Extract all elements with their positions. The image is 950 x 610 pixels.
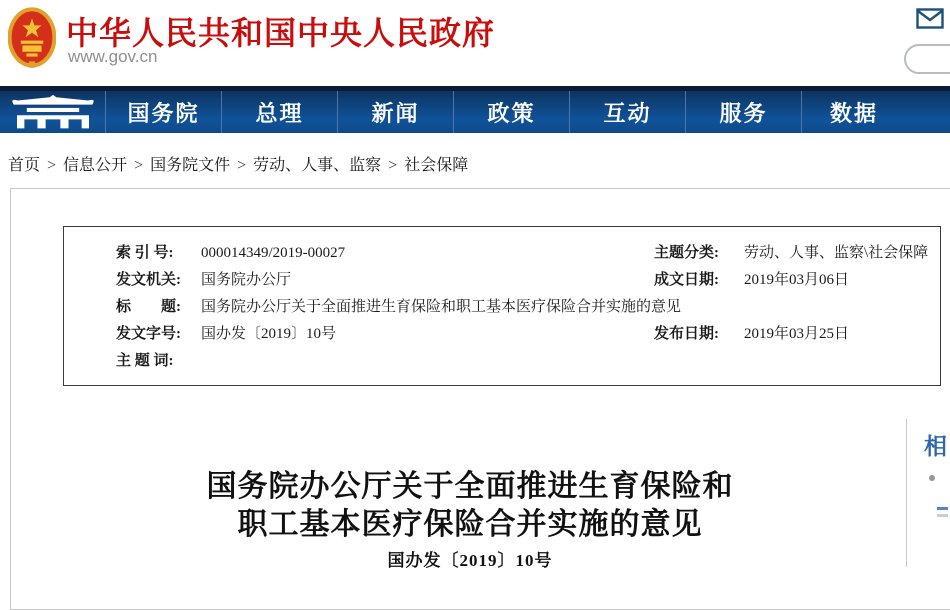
nav-item-guowuyuan[interactable]: 国务院: [105, 91, 221, 133]
breadcrumb-separator: >: [388, 157, 398, 174]
meta-value-written-date: 2019年03月06日: [744, 272, 850, 288]
meta-label-publish-date: 发布日期:: [654, 326, 719, 342]
nav-item-shuju[interactable]: 数据: [801, 91, 950, 133]
nav-item-xinwen[interactable]: 新闻: [337, 91, 453, 133]
meta-label-issuer: 发文机关:: [116, 272, 181, 288]
meta-label-topic-class: 主题分类:: [654, 245, 719, 261]
article-doc-number: 国办发〔2019〕10号: [387, 551, 553, 570]
search-input[interactable]: [904, 44, 950, 74]
nav-item-hudong[interactable]: 互动: [569, 91, 685, 133]
nav-home-button[interactable]: [0, 91, 105, 133]
meta-row-keywords: [64, 348, 940, 375]
breadcrumb-laodong-renshi-jiancha[interactable]: 劳动、人事、监察: [253, 157, 382, 174]
breadcrumb-separator: >: [237, 157, 247, 174]
breadcrumb-guowuyuan-wenjian[interactable]: 国务院文件: [150, 157, 231, 174]
nav-item-zongli[interactable]: 总理: [221, 91, 337, 133]
nav-item-fuwu[interactable]: 服务: [685, 91, 801, 133]
meta-label-written-date: 成文日期:: [654, 272, 719, 288]
meta-label-title: 标 题:: [116, 299, 181, 315]
meta-label-keywords: 主 题 词:: [116, 353, 174, 369]
meta-label-index-no: 索 引 号:: [116, 245, 174, 261]
mail-envelope-icon[interactable]: [916, 8, 944, 29]
breadcrumb-home[interactable]: 首页: [8, 157, 41, 174]
sidebar-divider: [906, 419, 907, 567]
nav-item-zhengce[interactable]: 政策: [453, 91, 569, 133]
related-link-cutoff[interactable]: [937, 507, 949, 521]
meta-value-topic-class: 劳动、人事、监察\社会保障: [744, 245, 929, 261]
related-list-bullet-icon: [929, 475, 935, 481]
meta-row-doc-number: [64, 321, 940, 348]
article-title-line2: 职工基本医疗保险合并实施的意见: [237, 508, 703, 541]
breadcrumb-separator: >: [134, 157, 144, 174]
breadcrumb: [8, 152, 468, 175]
meta-row-title: [64, 294, 940, 321]
related-section-title: 相: [924, 434, 947, 459]
tiananmen-gate-icon: [1, 94, 105, 130]
main-nav: [0, 86, 950, 133]
meta-value-index-no: 000014349/2019-00027: [201, 245, 346, 261]
site-header: [0, 0, 950, 86]
meta-value-publish-date: 2019年03月25日: [744, 326, 850, 342]
meta-label-doc-number: 发文字号:: [116, 326, 181, 342]
meta-value-title: 国务院办公厅关于全面推进生育保险和职工基本医疗保险合并实施的意见: [201, 299, 682, 315]
meta-value-doc-number: 国办发〔2019〕10号: [201, 326, 337, 342]
article-title: [10, 468, 930, 544]
meta-row-issuer: [64, 267, 940, 294]
site-title: 中华人民共和国中央人民政府: [66, 15, 496, 51]
document-meta-table: [63, 226, 941, 386]
breadcrumb-separator: >: [47, 157, 57, 174]
site-url: www.gov.cn: [68, 47, 158, 66]
meta-row-index: [64, 240, 940, 267]
breadcrumb-shehuibaozhang[interactable]: 社会保障: [404, 157, 469, 174]
article-title-line1: 国务院办公厅关于全面推进生育保险和: [206, 470, 734, 503]
national-emblem-icon: [8, 6, 56, 72]
breadcrumb-xinxigongkai[interactable]: 信息公开: [63, 157, 128, 174]
meta-value-issuer: 国务院办公厅: [201, 272, 292, 288]
